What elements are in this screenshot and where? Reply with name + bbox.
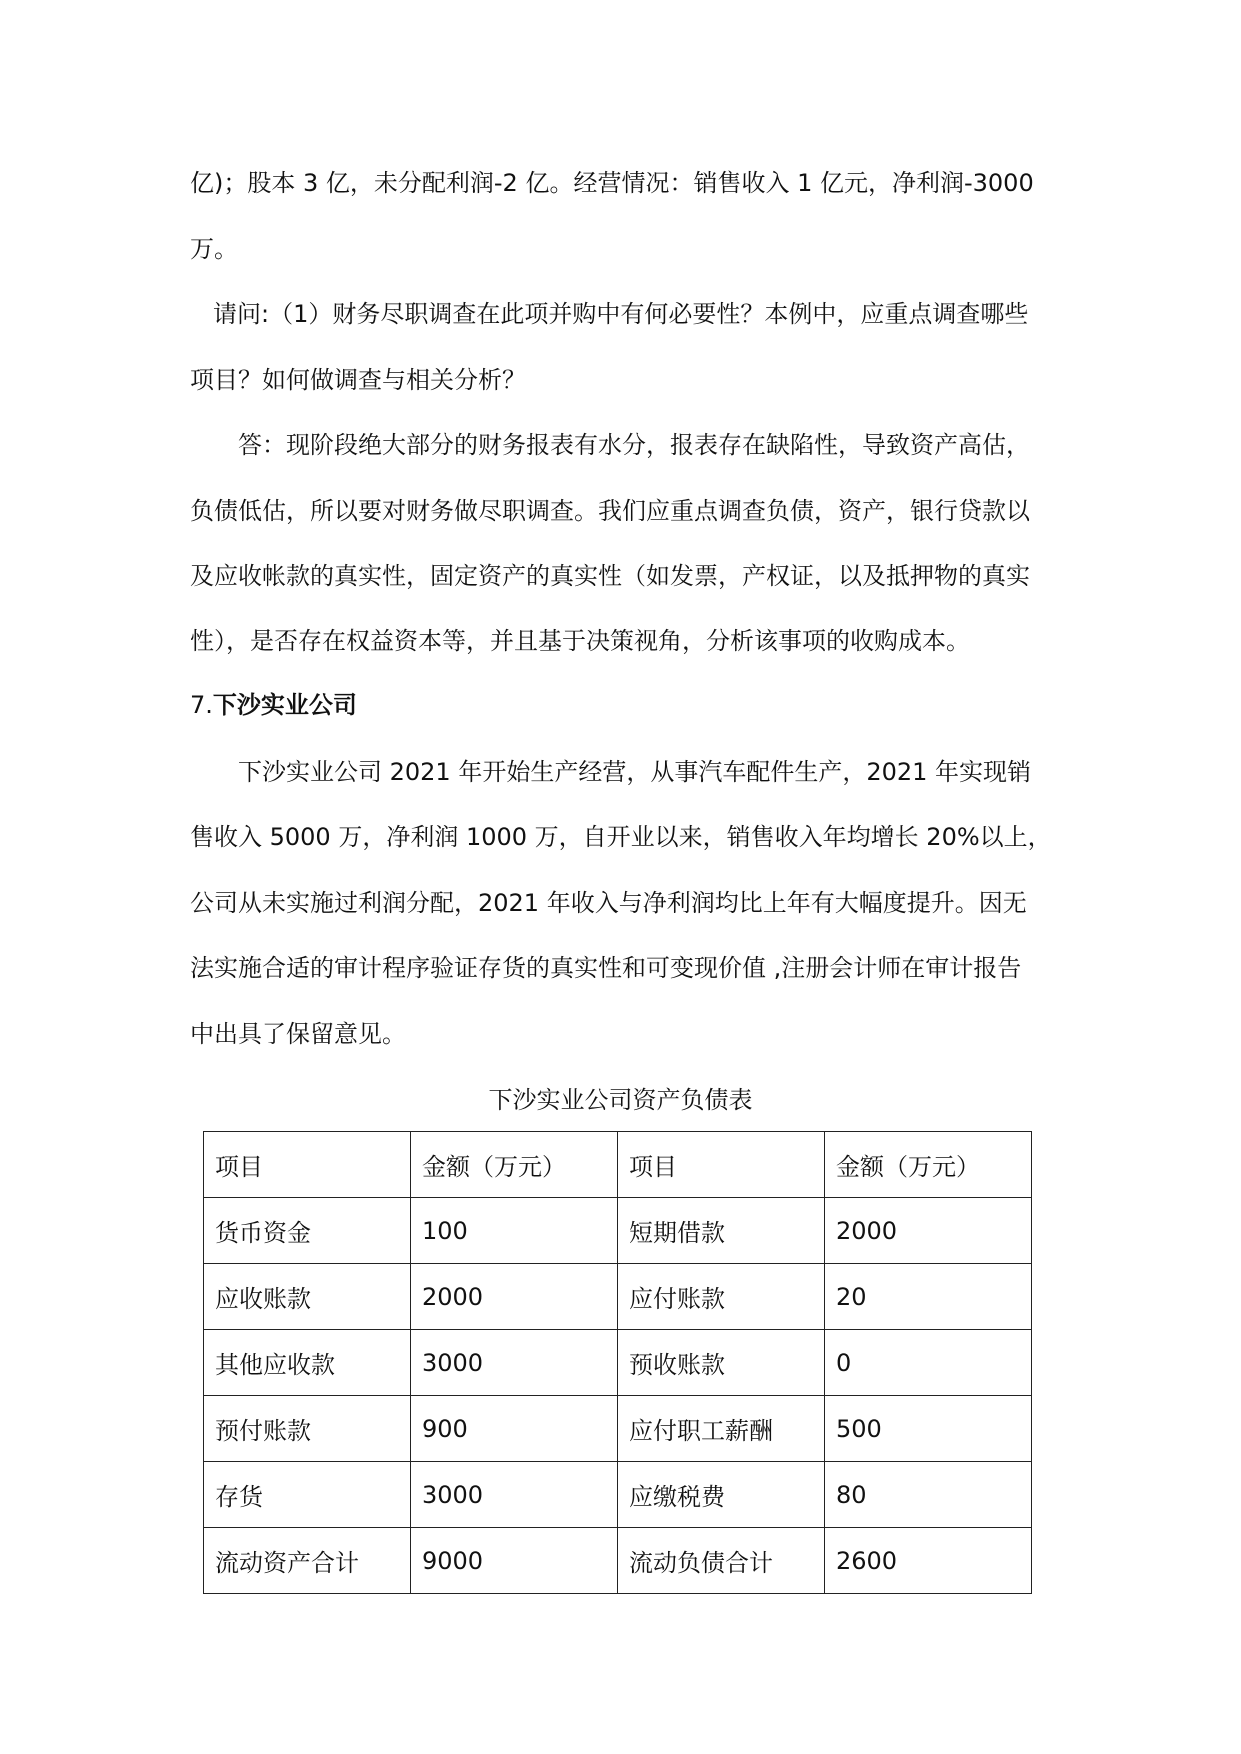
case-text-line: 中出具了保留意见。 [190, 1020, 406, 1048]
table-cell: 货币资金 [204, 1198, 411, 1264]
table-cell: 3000 [411, 1462, 618, 1528]
table-row [204, 1198, 1032, 1264]
body-text-line: 万。 [190, 235, 238, 263]
table-header-cell: 金额（万元） [825, 1132, 1032, 1198]
table-cell: 900 [411, 1396, 618, 1462]
balance-sheet-table [203, 1131, 1032, 1594]
table-header-row [204, 1132, 1032, 1198]
table-cell: 流动负债合计 [618, 1528, 825, 1594]
table-header-cell: 项目 [618, 1132, 825, 1198]
table-cell: 短期借款 [618, 1198, 825, 1264]
table-cell: 流动资产合计 [204, 1528, 411, 1594]
case-text-line: 下沙实业公司 2021 年开始生产经营，从事汽车配件生产，2021 年实现销 [238, 758, 1032, 786]
answer-text-line: 答：现阶段绝大部分的财务报表有水分，报表存在缺陷性，导致资产高估， [238, 431, 1030, 459]
table-cell: 500 [825, 1396, 1032, 1462]
case-text-line: 法实施合适的审计程序验证存货的真实性和可变现价值 ,注册会计师在审计报告 [190, 954, 1022, 982]
question-text-line: 请问:（1）财务尽职调查在此项并购中有何必要性？本例中，应重点调查哪些 [213, 300, 1029, 328]
table-row [204, 1528, 1032, 1594]
table-cell: 100 [411, 1198, 618, 1264]
table-row [204, 1330, 1032, 1396]
question-text-line: 项目？如何做调查与相关分析？ [190, 366, 526, 394]
table-cell: 0 [825, 1330, 1032, 1396]
table-cell: 2600 [825, 1528, 1032, 1594]
table-cell: 2000 [825, 1198, 1032, 1264]
table-caption: 下沙实业公司资产负债表 [488, 1086, 753, 1114]
table-cell: 80 [825, 1462, 1032, 1528]
case-text-line: 售收入 5000 万，净利润 1000 万，自开业以来，销售收入年均增长 20%以上， [190, 823, 1052, 851]
table-cell: 应收账款 [204, 1264, 411, 1330]
section-heading [190, 688, 357, 722]
answer-text-line: 负债低估，所以要对财务做尽职调查。我们应重点调查负债，资产，银行贷款以 [190, 497, 1030, 525]
table-row [204, 1462, 1032, 1528]
section-title: 下沙实业公司 [212, 691, 357, 719]
table-header-cell: 项目 [204, 1132, 411, 1198]
answer-text-line: 性），是否存在权益资本等，并且基于决策视角，分析该事项的收购成本。 [190, 627, 970, 655]
table-cell: 2000 [411, 1264, 618, 1330]
table-cell: 预收账款 [618, 1330, 825, 1396]
table-row [204, 1396, 1032, 1462]
table-cell: 应付账款 [618, 1264, 825, 1330]
table-cell: 应付职工薪酬 [618, 1396, 825, 1462]
table-cell: 应缴税费 [618, 1462, 825, 1528]
answer-text-line: 及应收帐款的真实性，固定资产的真实性（如发票，产权证，以及抵押物的真实 [190, 562, 1030, 590]
table-row [204, 1264, 1032, 1330]
table-cell: 存货 [204, 1462, 411, 1528]
case-text-line: 公司从未实施过利润分配，2021 年收入与净利润均比上年有大幅度提升。因无 [190, 889, 1027, 917]
section-number: 7. [190, 691, 213, 719]
table-cell: 其他应收款 [204, 1330, 411, 1396]
table-cell: 3000 [411, 1330, 618, 1396]
table-cell: 9000 [411, 1528, 618, 1594]
table-cell: 预付账款 [204, 1396, 411, 1462]
body-text-line: 亿)；股本 3 亿，未分配利润-2 亿。经营情况：销售收入 1 亿元，净利润-3000 [190, 169, 1034, 197]
table-cell: 20 [825, 1264, 1032, 1330]
table-header-cell: 金额（万元） [411, 1132, 618, 1198]
